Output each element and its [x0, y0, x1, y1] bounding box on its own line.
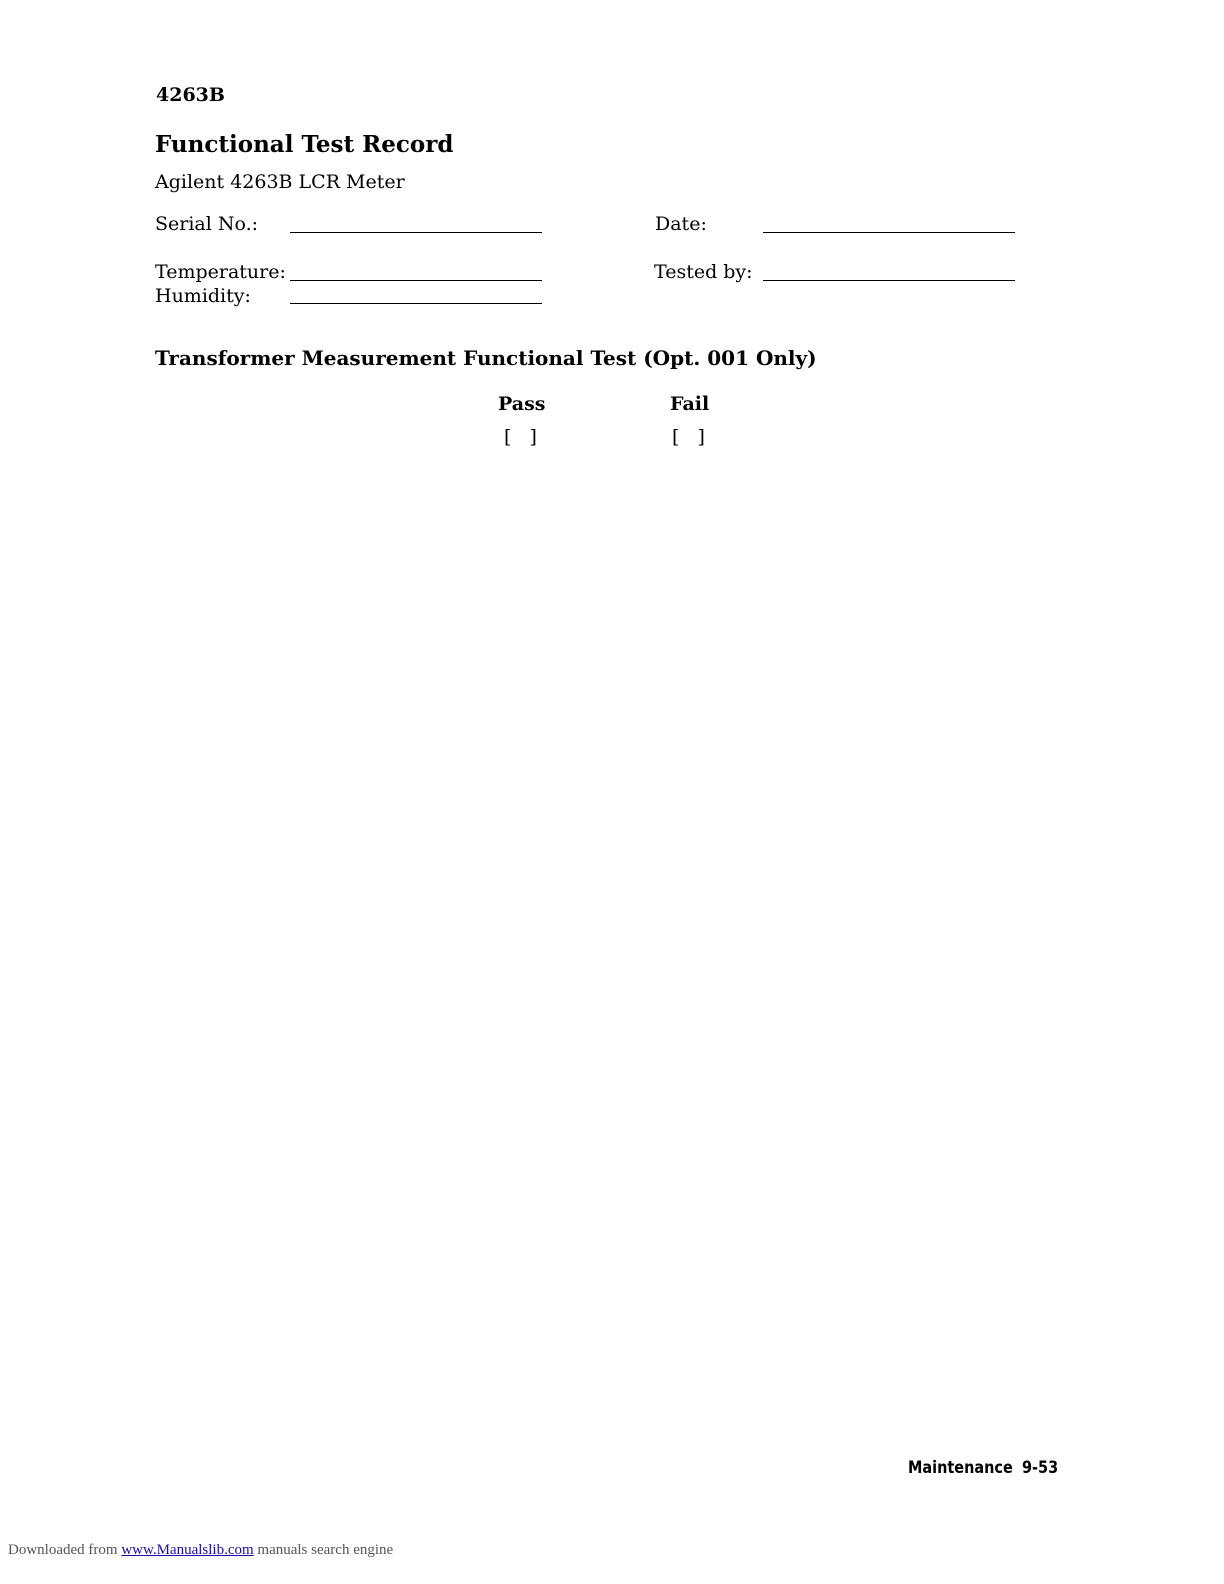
- date-field[interactable]: [763, 232, 1015, 233]
- humidity-label: Humidity:: [155, 285, 251, 307]
- pass-column-header: Pass: [498, 393, 546, 415]
- tested-by-field[interactable]: [763, 280, 1015, 281]
- model-number: 4263B: [156, 84, 225, 106]
- serial-no-field[interactable]: [290, 232, 542, 233]
- page-title: Functional Test Record: [155, 131, 454, 158]
- pass-checkbox[interactable]: [ ]: [504, 426, 537, 448]
- fail-checkbox[interactable]: [ ]: [672, 426, 705, 448]
- section-title: Transformer Measurement Functional Test (Opt. 001 Only): [155, 346, 817, 370]
- humidity-field[interactable]: [290, 303, 542, 304]
- temperature-field[interactable]: [290, 280, 542, 281]
- footer-chapter: Maintenance: [908, 1458, 1013, 1478]
- date-label: Date:: [655, 213, 707, 235]
- download-suffix: manuals search engine: [257, 1542, 394, 1558]
- tested-by-label: Tested by:: [654, 261, 753, 283]
- fail-column-header: Fail: [670, 393, 710, 415]
- download-prefix: Downloaded from: [8, 1542, 118, 1558]
- manualslib-link[interactable]: www.Manualslib.com: [121, 1542, 254, 1558]
- footer-page-number: 9-53: [1022, 1458, 1059, 1478]
- instrument-name: Agilent 4263B LCR Meter: [155, 171, 405, 193]
- temperature-label: Temperature:: [155, 261, 286, 283]
- download-notice: [8, 1542, 393, 1559]
- serial-no-label: Serial No.:: [155, 213, 259, 235]
